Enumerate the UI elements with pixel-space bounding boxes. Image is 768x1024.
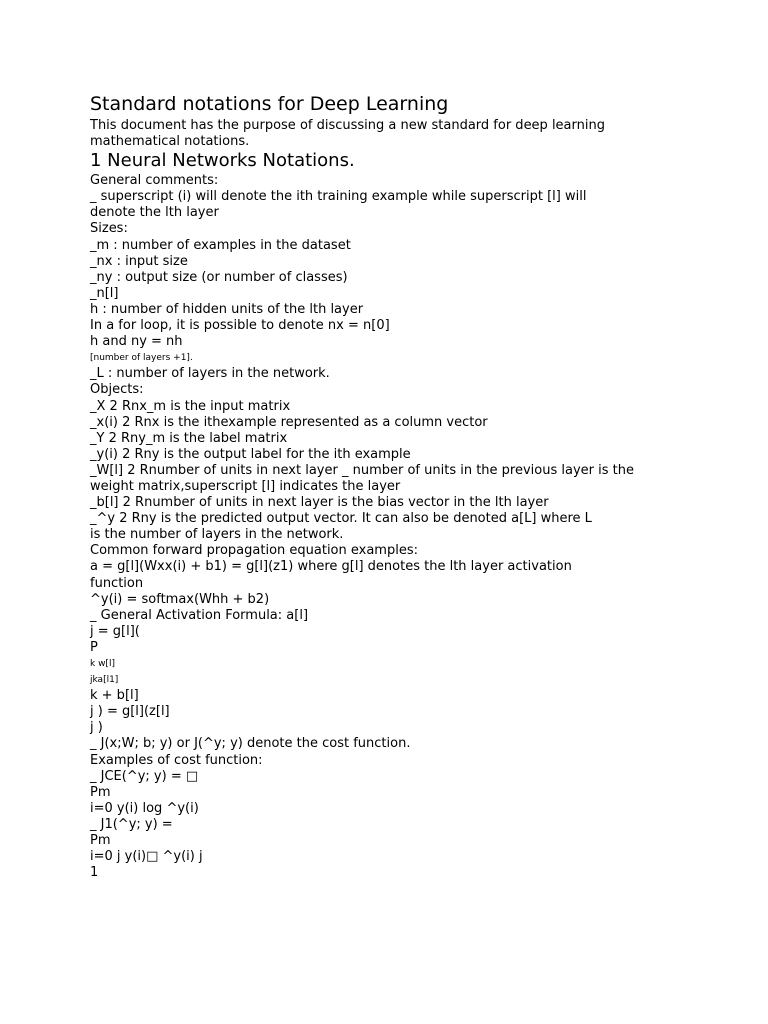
- text-line: j ): [90, 720, 103, 736]
- text-line: j = g[l](: [90, 623, 140, 639]
- text-line: _ JCE(^y; y) = □: [90, 768, 199, 784]
- text-line: 1: [90, 865, 99, 881]
- text-line: Pm: [90, 784, 111, 800]
- text-line: _ J1(^y; y) =: [90, 816, 173, 832]
- text-line: function: [90, 575, 144, 591]
- text-line: a = g[l](Wxx(i) + b1) = g[l](z1) where g[l] denotes the lth layer activation: [90, 559, 572, 575]
- text-line: _nx : input size: [90, 253, 188, 269]
- text-line: _m : number of examples in the dataset: [90, 237, 351, 253]
- notation-list: [90, 173, 750, 881]
- text-line: [number of layers +1].: [90, 353, 193, 364]
- text-line: h : number of hidden units of the lth layer: [90, 301, 364, 317]
- text-line: Common forward propagation equation examples:: [90, 543, 418, 559]
- text-line: Sizes:: [90, 221, 128, 237]
- text-line: _ General Activation Formula: a[l]: [90, 607, 309, 623]
- text-line: Examples of cost function:: [90, 752, 263, 768]
- document-title: Standard notations for Deep Learning: [90, 93, 449, 115]
- intro-line: This document has the purpose of discussing a new standard for deep learning: [90, 118, 605, 133]
- text-line: h and ny = nh: [90, 334, 183, 350]
- text-line: _L : number of layers in the network.: [90, 366, 330, 382]
- text-line: _n[l]: [90, 285, 119, 301]
- text-line: i=0 j y(i)□ ^y(i) j: [90, 849, 203, 865]
- text-line: Pm: [90, 833, 111, 849]
- text-line: _y(i) 2 Rny is the output label for the ith example: [90, 446, 411, 462]
- text-line: General comments:: [90, 173, 219, 189]
- text-line: _ J(x;W; b; y) or J(^y; y) denote the cost function.: [90, 736, 411, 752]
- text-line: jka[l1]: [90, 675, 119, 686]
- text-line: _b[l] 2 Rnumber of units in next layer is the bias vector in the lth layer: [90, 495, 549, 511]
- intro-line: mathematical notations.: [90, 134, 250, 150]
- text-line: P: [90, 639, 98, 655]
- text-line: denote the lth layer: [90, 205, 219, 221]
- text-line: Objects:: [90, 382, 144, 398]
- text-line: _x(i) 2 Rnx is the ithexample represented as a column vector: [90, 414, 488, 430]
- text-line: k + b[l]: [90, 688, 139, 704]
- text-line: _W[l] 2 Rnumber of units in next layer _ number of units in the previous layer is the: [90, 462, 634, 478]
- text-line: _ superscript (i) will denote the ith training example while superscript [l] will: [90, 189, 587, 205]
- text-line: weight matrix,superscript [l] indicates the layer: [90, 478, 401, 494]
- text-line: ^y(i) = softmax(Whh + b2): [90, 591, 270, 607]
- text-line: _Y 2 Rny_m is the label matrix: [90, 430, 288, 446]
- section-heading: 1 Neural Networks Notations.: [90, 150, 355, 172]
- text-line: is the number of layers in the network.: [90, 527, 344, 543]
- text-line: j ) = g[l](z[l]: [90, 704, 170, 720]
- text-line: k w[l]: [90, 659, 115, 669]
- text-line: In a for loop, it is possible to denote nx = n[0]: [90, 318, 390, 334]
- document-page: [90, 92, 750, 881]
- text-line: _ny : output size (or number of classes): [90, 269, 348, 285]
- text-line: _X 2 Rnx_m is the input matrix: [90, 398, 291, 414]
- text-line: _^y 2 Rny is the predicted output vector. It can also be denoted a[L] where L: [90, 511, 592, 527]
- text-line: i=0 y(i) log ^y(i): [90, 800, 199, 816]
